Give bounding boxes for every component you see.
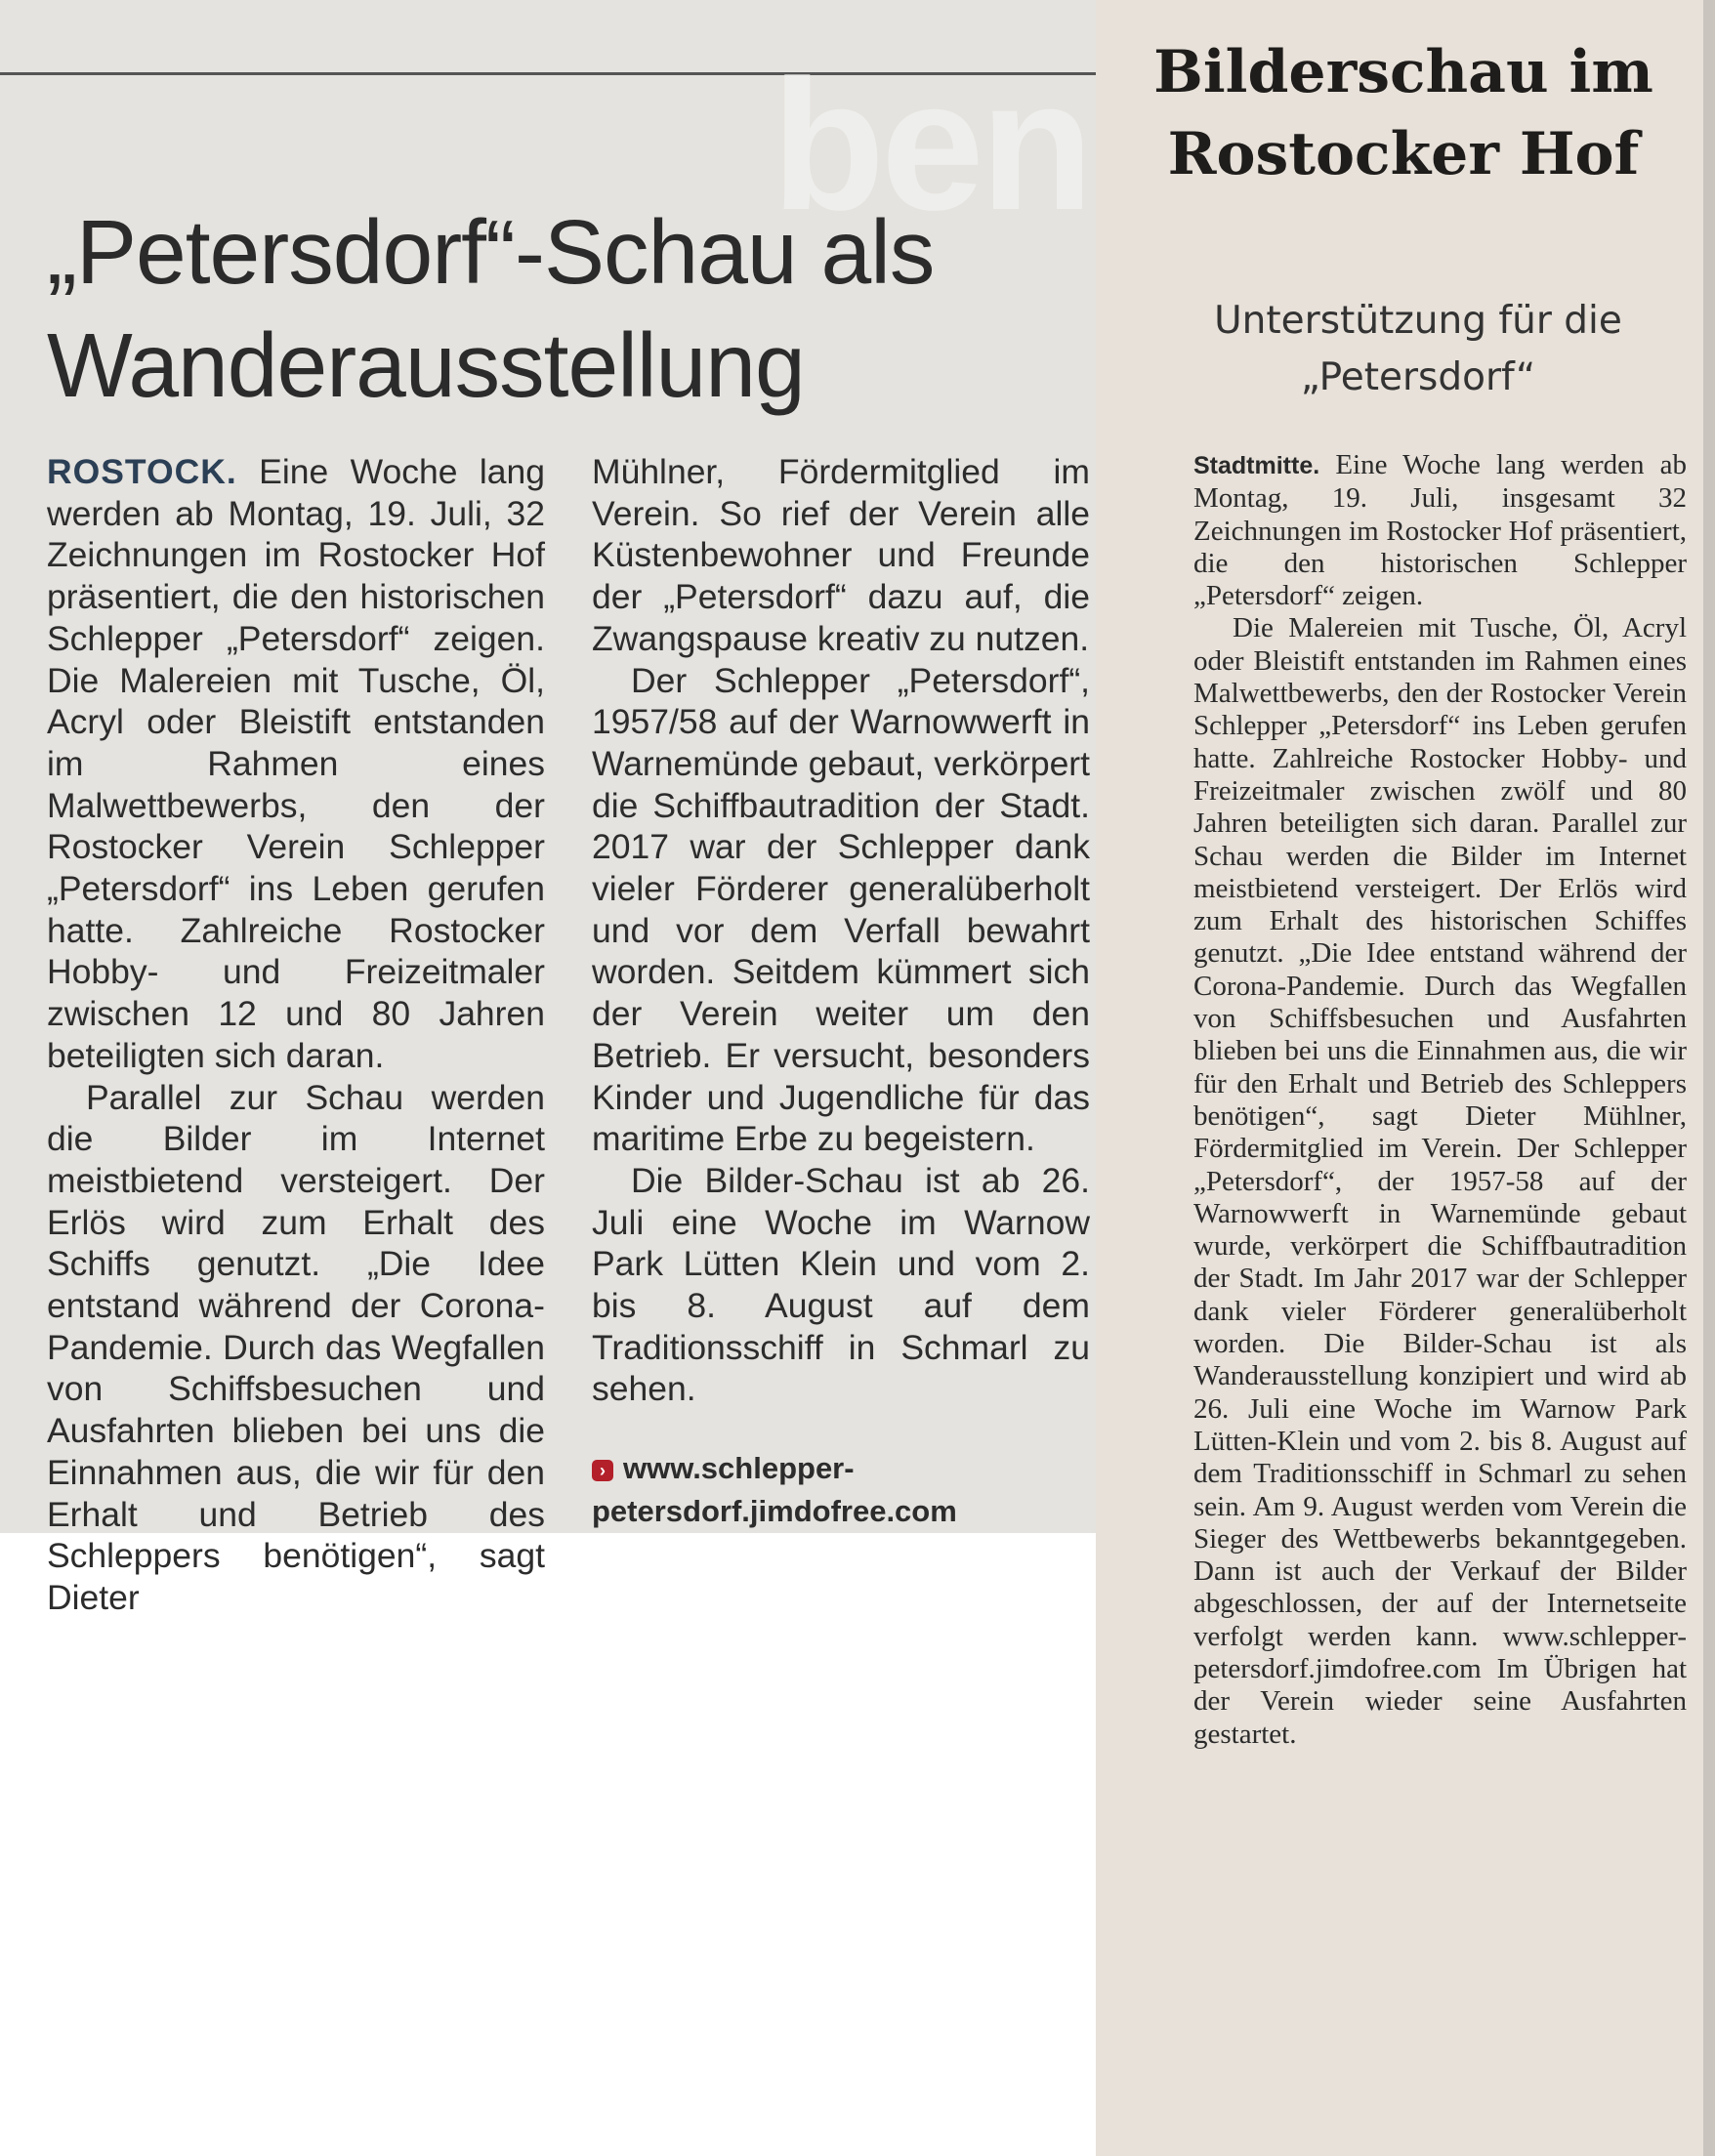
right-dateline: Stadtmitte. <box>1193 452 1320 479</box>
right-paragraph-2: Die Malereien mit Tusche, Öl, Acryl oder Bleistift entstanden im Rahmen eines Malwettbewerbs, den der Rostocker Verein Schlepper „Petersdorf“ ins Leben gerufen hatte. Zahlreiche Rostocker Hobby- und Freizeitmaler zwischen zwölf und 80 Jahren beteiligten sich daran. Parallel zur Schau werden die Bilder im Internet meistbietend versteigert. Der Erlös wird zum Erhalt des historischen Schiffes genutzt. „Die Idee entstand während der Corona-Pandemie. Durch das Wegfallen von Schiffsbesuchen und Ausfahrten blieben bei uns die Einnahmen aus, die wir für den Erhalt und Betrieb des Schleppers benötigen“, sagt Dieter Mühlner, Fördermitglied im Verein. Der Schlepper „Petersdorf“, der 1957-58 auf der Warnowwerft in Warnemünde gebaut wurde, verkörpert die Schiffbautradition der Stadt. Im Jahr 2017 war der Schlepper dank vieler Förderer generalüberholt worden. Die Bilder-Schau ist als Wanderausstellung konzipiert und wird ab 26. Juli eine Woche im Warnow Park Lütten-Klein und vom 2. bis 8. August auf dem Traditionsschiff in Schmarl zu sehen sein. Am 9. August werden vom Verein die Sieger des Wettbewerbs bekanntgegeben. Dann ist auch der Verkauf der Bilder abgeschlossen, der auf der Internetseite verfolgt werden kann. www.schlepper-petersdorf.jimdofree.com Im Übrigen hat der Verein wieder seine Ausfahrten gestartet. <box>1193 612 1687 1750</box>
left-article-clipping <box>0 0 1096 1617</box>
faded-background-print: ben <box>772 42 1090 249</box>
right-headline: Bilderschau im Rostocker Hof <box>1153 38 1653 188</box>
left-paragraph-2: Parallel zur Schau werden die Bilder im Internet meistbietend versteigert. Der Erlös wird zum Erhalt des Schiffs genutzt. „Die Idee entstand während der Corona-Pandemie. Durch das Wegfallen von Schiffsbesuchen und Ausfahrten blieben bei uns die Einnahmen aus, die wir für den Erhalt und Betrieb des Schleppers benötigen“, sagt Dieter <box>47 1077 545 1617</box>
left-link-line <box>592 1447 1090 1533</box>
left-column-1 <box>47 451 545 1619</box>
left-paragraph-1-text: Eine Woche lang werden ab Montag, 19. Juli, 32 Zeichnungen im Rostocker Hof präsentiert, die den historischen Schlepper „Petersdorf“ zeigen. Die Malereien mit Tusche, Öl, Acryl oder Bleistift entstanden im Rahmen eines Malwettbewerbs, den der Rostocker Verein Schlepper „Petersdorf“ ins Leben gerufen hatte. Zahlreiche Rostocker Hobby- und Freizeitmaler zwischen 12 und 80 Jahren beteiligten sich daran. <box>47 452 545 1075</box>
left-paragraph-5: Die Bilder-Schau ist ab 26. Juli eine Woche im Warnow Park Lütten Klein und vom 2. bis 8. August auf dem Traditionsschiff in Schmarl zu sehen. <box>592 1160 1090 1409</box>
right-subheadline: Unterstützung für die „Petersdorf“ <box>1214 299 1622 399</box>
right-article-clipping <box>1096 0 1715 2156</box>
left-paragraph-1 <box>47 451 545 1077</box>
left-paragraph-3: Mühlner, Fördermitglied im Verein. So rief der Verein alle Küstenbewohner und Freunde der „Petersdorf“ dazu auf, die Zwangspause kreativ zu nutzen. <box>592 452 1090 658</box>
right-article-body <box>1193 449 1687 1751</box>
right-paragraph-1-text: Eine Woche lang werden ab Montag, 19. Juli, insgesamt 32 Zeichnungen im Rostocker Hof präsentiert, die den historischen Schlepper „Petersdorf“ zeigen. <box>1193 449 1687 612</box>
arrow-right-box-icon: › <box>592 1460 613 1481</box>
left-paragraph-4: Der Schlepper „Petersdorf“, 1957/58 auf der Warnowwerft in Warnemünde gebaut, verkörpert die Schiffbautradition der Stadt. 2017 war der Schlepper dank vieler Förderer generalüberholt und vor dem Verfall bewahrt worden. Seitdem kümmert sich der Verein weiter um den Betrieb. Er versucht, besonders Kinder und Jugendliche für das maritime Erbe zu begeistern. <box>592 660 1090 1159</box>
clipping-edge-shadow <box>1703 0 1715 2156</box>
left-column-2 <box>592 451 1090 1533</box>
left-website-link[interactable]: www.schlepper-petersdorf.jimdofree.com <box>592 1451 957 1529</box>
left-dateline: ROSTOCK. <box>47 452 237 491</box>
left-headline: „Petersdorf“-Schau als Wanderausstellung <box>47 201 935 416</box>
right-paragraph-1 <box>1193 449 1687 612</box>
